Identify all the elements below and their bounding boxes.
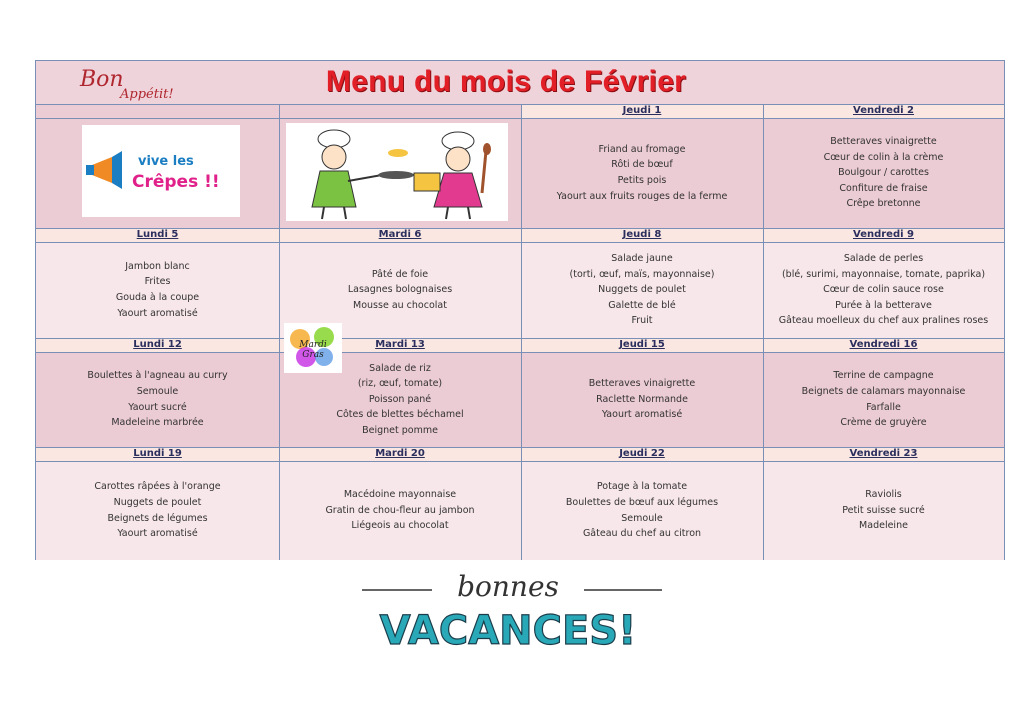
row-divider (36, 118, 1004, 119)
meal-item: Raclette Normande (596, 393, 688, 405)
meal-item: Beignet pomme (362, 424, 438, 436)
meal-item: Frites (144, 276, 171, 288)
meal-item: Yaourt aromatisé (601, 409, 683, 421)
day-header: Jeudi 22 (521, 447, 763, 461)
meal-item: Poisson pané (368, 393, 432, 405)
meal-item: Macédoine mayonnaise (343, 489, 457, 501)
meal-list (763, 461, 1004, 560)
bonnes-vacances-footer (322, 568, 702, 658)
meal-item: Gâteau du chef au citron (582, 528, 702, 540)
day-header: Vendredi 9 (763, 228, 1004, 242)
day-header (279, 104, 521, 118)
meal-item: Yaourt aromatisé (117, 307, 198, 319)
meal-list (521, 461, 763, 560)
meal-item: Nuggets de poulet (598, 284, 686, 296)
meal-item: Salade jaune (611, 253, 673, 265)
meal-list (521, 118, 763, 228)
meal-item: Liégeois au chocolat (351, 520, 449, 532)
row-divider (36, 228, 1004, 229)
meal-item: Gâteau moelleux du chef aux pralines roses (778, 315, 989, 327)
vacances-letters (380, 608, 637, 654)
row-divider (36, 104, 1004, 105)
meal-list (36, 242, 279, 338)
meal-item: Beignets de légumes (107, 512, 208, 524)
meal-item: Friand au fromage (598, 143, 686, 155)
meal-item: Yaourt sucré (128, 401, 187, 413)
column-divider (521, 104, 522, 560)
meal-item: Cœur de colin à la crème (823, 151, 944, 163)
meal-item: Gratin de chou-fleur au jambon (325, 504, 475, 516)
day-header: Lundi 12 (36, 338, 279, 352)
meal-item: Confiture de fraise (839, 182, 928, 194)
row-divider (36, 338, 1004, 339)
meal-item: Jambon blanc (125, 260, 190, 272)
meal-item: (blé, surimi, mayonnaise, tomate, paprika) (781, 268, 986, 280)
day-header: Lundi 5 (36, 228, 279, 242)
menu-table (35, 60, 1005, 560)
column-divider (279, 104, 280, 560)
meal-item: Yaourt aux fruits rouges de la ferme (556, 190, 728, 202)
meal-item: Nuggets de poulet (113, 496, 202, 508)
day-header (36, 104, 279, 118)
meal-item: Galette de blé (608, 299, 676, 311)
chef-icon (286, 123, 508, 221)
meal-list (763, 352, 1004, 447)
day-header: Mardi 6 (279, 228, 521, 242)
meal-item: Crêpe bretonne (846, 198, 921, 210)
meal-list (521, 352, 763, 447)
column-divider (763, 104, 764, 560)
meal-item: Madeleine marbrée (111, 417, 204, 429)
meal-item: Salade de riz (369, 362, 431, 374)
meal-item: Boulettes à l'agneau au curry (87, 370, 228, 382)
crepes-text-1: vive les (138, 154, 194, 169)
footer-line-1: bonnes (457, 570, 559, 603)
meal-item: Potage à la tomate (596, 481, 688, 493)
meal-item: Terrine de campagne (833, 370, 934, 382)
mardi-gras-icon (284, 323, 342, 373)
meal-item: Petits pois (617, 175, 667, 186)
meal-item: Madeleine (859, 520, 908, 532)
logo-line-2: Appétit! (120, 87, 174, 102)
megaphone-icon (82, 125, 240, 217)
crepes-text-2: Crêpes !! (132, 172, 220, 192)
day-header: Vendredi 23 (763, 447, 1004, 461)
meal-list (521, 242, 763, 338)
meal-item: Purée à la betterave (835, 299, 932, 311)
chefs-illustration (286, 123, 508, 221)
day-header: Jeudi 1 (521, 104, 763, 118)
vacances-graphic (322, 568, 702, 658)
bon-appetit-logo (80, 67, 220, 107)
meal-list (763, 242, 1004, 338)
meal-list (36, 461, 279, 560)
meal-item: Pâté de foie (371, 268, 429, 280)
meal-list (279, 461, 521, 560)
meal-item: Betteraves vinaigrette (588, 378, 696, 390)
mardi-gras-text-2: Gras (302, 350, 324, 360)
meal-item: Boulgour / carottes (838, 167, 929, 179)
meal-item: Semoule (621, 512, 663, 524)
meal-item: Petit suisse sucré (842, 504, 925, 516)
meal-item: Rôti de bœuf (611, 159, 673, 171)
meal-item: (torti, œuf, maïs, mayonnaise) (569, 268, 715, 280)
page-title: Menu du mois de Février (325, 65, 687, 98)
mardi-gras-text-1: Mardi (299, 340, 327, 350)
meal-item: Cœur de colin sauce rose (823, 284, 944, 296)
meal-list (36, 352, 279, 447)
logo-line-1: Bon (80, 67, 124, 92)
meal-item: Semoule (136, 385, 179, 397)
day-header: Vendredi 16 (763, 338, 1004, 352)
meal-item: Raviolis (865, 489, 902, 501)
meal-list (763, 118, 1004, 228)
mardi-gras-badge (284, 323, 342, 373)
meal-item: Lasagnes bolognaises (347, 284, 453, 296)
meal-item: Betteraves vinaigrette (830, 136, 937, 148)
row-divider (36, 447, 1004, 448)
meal-item: Carottes râpées à l'orange (94, 481, 221, 493)
day-header: Vendredi 2 (763, 104, 1004, 118)
meal-item: Farfalle (866, 401, 901, 413)
day-header: Lundi 19 (36, 447, 279, 461)
footer-line-2: VACANCES! (379, 608, 637, 654)
crepes-illustration (82, 125, 240, 217)
meal-item: Beignets de calamars mayonnaise (801, 385, 966, 397)
meal-item: Yaourt aromatisé (117, 528, 198, 540)
day-header: Jeudi 15 (521, 338, 763, 352)
meal-item: (riz, œuf, tomate) (357, 378, 443, 390)
row-divider (36, 242, 1004, 243)
meal-item: Mousse au chocolat (353, 299, 447, 311)
meal-item: Fruit (631, 315, 653, 327)
meal-item: Côtes de blettes béchamel (336, 409, 464, 421)
day-header: Mardi 20 (279, 447, 521, 461)
day-header: Mardi 13 (279, 338, 521, 352)
row-divider (36, 352, 1004, 353)
meal-item: Crème de gruyère (840, 417, 927, 429)
meal-item: Salade de perles (843, 253, 924, 265)
meal-item: Gouda à la coupe (115, 292, 200, 303)
row-divider (36, 461, 1004, 462)
meal-item: Boulettes de bœuf aux légumes (565, 496, 719, 508)
day-header: Jeudi 8 (521, 228, 763, 242)
